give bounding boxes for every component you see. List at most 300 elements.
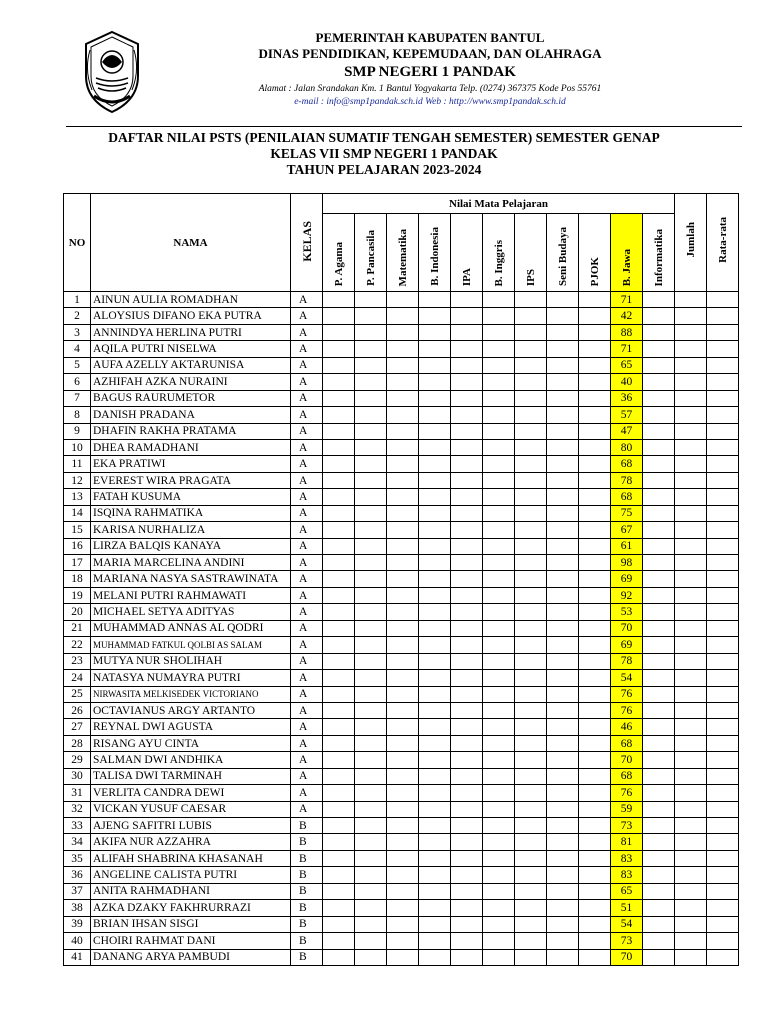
student-name: VERLITA CANDRA DEWI (91, 785, 291, 801)
grade-cell (515, 423, 547, 439)
table-row (64, 555, 739, 571)
table-row (64, 735, 739, 751)
grade-cell (547, 916, 579, 932)
jumlah-cell (675, 374, 707, 390)
grade-cell (579, 357, 611, 373)
row-number: 14 (64, 505, 91, 521)
grade-cell (643, 752, 675, 768)
grade-b-jawa: 46 (611, 719, 643, 735)
header-subject (451, 214, 483, 292)
rata-rata-cell (707, 505, 739, 521)
grade-cell (419, 292, 451, 308)
header-subject (611, 214, 643, 292)
grade-cell (643, 719, 675, 735)
rata-rata-cell (707, 292, 739, 308)
header-subject (643, 214, 675, 292)
grade-cell (579, 587, 611, 603)
grade-cell (643, 407, 675, 423)
grade-cell (387, 850, 419, 866)
student-name: CHOIRI RAHMAT DANI (91, 933, 291, 949)
grade-cell (387, 768, 419, 784)
grade-cell (355, 933, 387, 949)
grade-b-jawa: 70 (611, 949, 643, 965)
student-class: B (291, 949, 323, 965)
grade-cell (419, 620, 451, 636)
grade-cell (451, 390, 483, 406)
grade-b-jawa: 61 (611, 538, 643, 554)
header-jumlah-label: Jumlah (684, 222, 697, 258)
student-class: B (291, 818, 323, 834)
grade-cell (419, 916, 451, 932)
student-class: A (291, 587, 323, 603)
grade-cell (451, 900, 483, 916)
student-class: A (291, 785, 323, 801)
row-number: 20 (64, 604, 91, 620)
grade-cell (483, 702, 515, 718)
jumlah-cell (675, 735, 707, 751)
student-name: KARISA NURHALIZA (91, 522, 291, 538)
grade-b-jawa: 71 (611, 292, 643, 308)
grade-cell (579, 407, 611, 423)
grade-cell (387, 357, 419, 373)
subject-label: Matematika (396, 228, 409, 286)
grade-cell (419, 637, 451, 653)
row-number: 1 (64, 292, 91, 308)
grade-cell (483, 522, 515, 538)
jumlah-cell (675, 702, 707, 718)
grade-cell (579, 341, 611, 357)
row-number: 25 (64, 686, 91, 702)
row-number: 17 (64, 555, 91, 571)
student-class: A (291, 538, 323, 554)
jumlah-cell (675, 867, 707, 883)
grade-cell (515, 933, 547, 949)
grade-b-jawa: 76 (611, 686, 643, 702)
grade-cell (387, 604, 419, 620)
grade-cell (547, 719, 579, 735)
row-number: 13 (64, 489, 91, 505)
grade-cell (451, 653, 483, 669)
student-class: A (291, 357, 323, 373)
student-name: NIRWASITA MELKISEDEK VICTORIANO (91, 686, 291, 702)
jumlah-cell (675, 801, 707, 817)
letterhead (0, 0, 768, 130)
grade-cell (547, 324, 579, 340)
table-row (64, 571, 739, 587)
jumlah-cell (675, 489, 707, 505)
student-class: A (291, 489, 323, 505)
grade-cell (323, 555, 355, 571)
grade-cell (515, 916, 547, 932)
grade-cell (451, 423, 483, 439)
header-subject (483, 214, 515, 292)
student-name: FATAH KUSUMA (91, 489, 291, 505)
grade-cell (483, 571, 515, 587)
student-name: BRIAN IHSAN SISGI (91, 916, 291, 932)
grade-cell (643, 555, 675, 571)
grade-cell (323, 850, 355, 866)
table-row (64, 719, 739, 735)
student-name: SALMAN DWI ANDHIKA (91, 752, 291, 768)
grade-b-jawa: 81 (611, 834, 643, 850)
grade-cell (323, 587, 355, 603)
row-number: 10 (64, 439, 91, 455)
grade-cell (643, 653, 675, 669)
row-number: 41 (64, 949, 91, 965)
table-row (64, 670, 739, 686)
grade-cell (355, 916, 387, 932)
grade-cell (419, 686, 451, 702)
grade-cell (579, 489, 611, 505)
grade-cell (579, 850, 611, 866)
jumlah-cell (675, 522, 707, 538)
grade-cell (483, 324, 515, 340)
grade-cell (483, 637, 515, 653)
grade-cell (483, 834, 515, 850)
grade-cell (419, 390, 451, 406)
student-class: A (291, 555, 323, 571)
grade-cell (547, 834, 579, 850)
grade-cell (355, 752, 387, 768)
grade-cell (515, 456, 547, 472)
grade-cell (579, 472, 611, 488)
row-number: 16 (64, 538, 91, 554)
subject-label: IPA (460, 267, 473, 286)
grade-cell (451, 702, 483, 718)
jumlah-cell (675, 620, 707, 636)
grade-cell (643, 341, 675, 357)
grade-cell (515, 785, 547, 801)
grade-cell (323, 439, 355, 455)
grade-cell (483, 719, 515, 735)
grade-cell (419, 357, 451, 373)
row-number: 33 (64, 818, 91, 834)
grade-cell (387, 735, 419, 751)
grade-cell (579, 423, 611, 439)
grade-b-jawa: 68 (611, 456, 643, 472)
table-row (64, 850, 739, 866)
row-number: 40 (64, 933, 91, 949)
grade-cell (483, 900, 515, 916)
row-number: 12 (64, 472, 91, 488)
department-name: DINAS PENDIDIKAN, KEPEMUDAAN, DAN OLAHRAGA (258, 46, 602, 61)
grade-cell (579, 834, 611, 850)
grade-cell (323, 637, 355, 653)
table-row (64, 423, 739, 439)
grade-cell (579, 456, 611, 472)
grade-cell (355, 587, 387, 603)
grade-cell (579, 555, 611, 571)
grade-cell (419, 308, 451, 324)
grade-cell (643, 850, 675, 866)
grade-cell (419, 407, 451, 423)
document-title (0, 130, 768, 178)
grade-b-jawa: 68 (611, 735, 643, 751)
grade-cell (643, 423, 675, 439)
jumlah-cell (675, 423, 707, 439)
grade-cell (643, 768, 675, 784)
grade-cell (579, 374, 611, 390)
student-name: ANITA RAHMADHANI (91, 883, 291, 899)
grade-cell (451, 472, 483, 488)
jumlah-cell (675, 555, 707, 571)
student-name: AZKA DZAKY FAKHRURRAZI (91, 900, 291, 916)
grade-cell (547, 604, 579, 620)
grade-cell (387, 752, 419, 768)
grade-cell (483, 390, 515, 406)
grade-cell (547, 456, 579, 472)
rata-rata-cell (707, 390, 739, 406)
grade-b-jawa: 70 (611, 752, 643, 768)
grade-cell (387, 374, 419, 390)
table-row (64, 341, 739, 357)
grade-cell (451, 538, 483, 554)
grade-cell (419, 752, 451, 768)
grade-cell (643, 867, 675, 883)
grade-cell (547, 933, 579, 949)
rata-rata-cell (707, 735, 739, 751)
student-name: LIRZA BALQIS KANAYA (91, 538, 291, 554)
grade-cell (579, 801, 611, 817)
grade-cell (451, 637, 483, 653)
student-name: REYNAL DWI AGUSTA (91, 719, 291, 735)
row-number: 37 (64, 883, 91, 899)
grade-cell (547, 407, 579, 423)
grade-cell (547, 883, 579, 899)
jumlah-cell (675, 949, 707, 965)
subject-label: B. Jawa (620, 248, 633, 286)
grade-cell (355, 735, 387, 751)
student-name: MELANI PUTRI RAHMAWATI (91, 587, 291, 603)
rata-rata-cell (707, 752, 739, 768)
header-subject (579, 214, 611, 292)
grade-cell (483, 308, 515, 324)
table-row (64, 768, 739, 784)
grade-cell (355, 883, 387, 899)
rata-rata-cell (707, 357, 739, 373)
grade-cell (419, 850, 451, 866)
grade-cell (515, 439, 547, 455)
grade-cell (387, 801, 419, 817)
row-number: 9 (64, 423, 91, 439)
grade-cell (547, 768, 579, 784)
grade-cell (451, 571, 483, 587)
grade-cell (387, 456, 419, 472)
student-name: MUHAMMAD FATKUL QOLBI AS SALAM (91, 637, 291, 653)
student-class: A (291, 604, 323, 620)
grade-cell (323, 522, 355, 538)
grade-cell (643, 292, 675, 308)
grade-cell (515, 834, 547, 850)
table-row (64, 324, 739, 340)
rata-rata-cell (707, 867, 739, 883)
grade-cell (643, 374, 675, 390)
grade-cell (515, 571, 547, 587)
rata-rata-cell (707, 785, 739, 801)
grade-cell (419, 768, 451, 784)
row-number: 6 (64, 374, 91, 390)
grade-cell (323, 456, 355, 472)
table-row (64, 456, 739, 472)
grade-cell (515, 324, 547, 340)
grade-cell (419, 719, 451, 735)
grade-cell (483, 489, 515, 505)
header-nama: NAMA (91, 194, 291, 292)
grade-cell (419, 883, 451, 899)
grade-cell (355, 308, 387, 324)
grade-cell (419, 801, 451, 817)
grade-cell (643, 308, 675, 324)
student-class: B (291, 850, 323, 866)
grade-cell (355, 604, 387, 620)
student-name: MICHAEL SETYA ADITYAS (91, 604, 291, 620)
grade-cell (483, 818, 515, 834)
grade-cell (515, 768, 547, 784)
grade-cell (419, 341, 451, 357)
grade-cell (323, 702, 355, 718)
jumlah-cell (675, 587, 707, 603)
grade-cell (387, 571, 419, 587)
jumlah-cell (675, 390, 707, 406)
grade-cell (419, 653, 451, 669)
table-row (64, 653, 739, 669)
grade-cell (355, 555, 387, 571)
grade-cell (547, 620, 579, 636)
row-number: 39 (64, 916, 91, 932)
rata-rata-cell (707, 489, 739, 505)
grade-cell (451, 818, 483, 834)
grade-cell (419, 571, 451, 587)
grade-cell (579, 653, 611, 669)
table-row (64, 883, 739, 899)
grade-cell (515, 752, 547, 768)
grade-cell (515, 686, 547, 702)
grade-cell (643, 801, 675, 817)
grade-b-jawa: 78 (611, 472, 643, 488)
grade-cell (387, 489, 419, 505)
grade-cell (483, 801, 515, 817)
grade-cell (451, 867, 483, 883)
table-row (64, 439, 739, 455)
student-name: OCTAVIANUS ARGY ARTANTO (91, 702, 291, 718)
grade-cell (515, 555, 547, 571)
grade-cell (515, 867, 547, 883)
grade-cell (451, 933, 483, 949)
rata-rata-cell (707, 916, 739, 932)
row-number: 38 (64, 900, 91, 916)
grade-cell (483, 472, 515, 488)
grade-b-jawa: 59 (611, 801, 643, 817)
grade-cell (643, 834, 675, 850)
row-number: 36 (64, 867, 91, 883)
grade-cell (643, 489, 675, 505)
grade-cell (451, 719, 483, 735)
header-rata-rata (707, 194, 739, 292)
grade-cell (355, 522, 387, 538)
grade-cell (483, 292, 515, 308)
grade-cell (547, 653, 579, 669)
rata-rata-cell (707, 637, 739, 653)
grade-cell (579, 604, 611, 620)
subject-label: Seni Budaya (556, 227, 569, 286)
grade-cell (323, 489, 355, 505)
student-name: DANANG ARYA PAMBUDI (91, 949, 291, 965)
grade-b-jawa: 57 (611, 407, 643, 423)
grade-cell (515, 818, 547, 834)
row-number: 29 (64, 752, 91, 768)
grade-cell (579, 867, 611, 883)
grade-cell (483, 538, 515, 554)
rata-rata-cell (707, 719, 739, 735)
grade-cell (355, 653, 387, 669)
grade-cell (355, 390, 387, 406)
rata-rata-cell (707, 522, 739, 538)
grade-cell (643, 686, 675, 702)
grade-b-jawa: 76 (611, 702, 643, 718)
jumlah-cell (675, 637, 707, 653)
grade-b-jawa: 92 (611, 587, 643, 603)
grade-cell (483, 850, 515, 866)
grade-cell (483, 357, 515, 373)
table-row (64, 702, 739, 718)
grade-cell (387, 785, 419, 801)
grade-cell (387, 620, 419, 636)
grade-cell (515, 735, 547, 751)
rata-rata-cell (707, 686, 739, 702)
grade-cell (451, 505, 483, 521)
grade-cell (483, 670, 515, 686)
grade-cell (355, 867, 387, 883)
grade-cell (643, 785, 675, 801)
table-row (64, 752, 739, 768)
grade-cell (451, 341, 483, 357)
jumlah-cell (675, 324, 707, 340)
grade-cell (483, 785, 515, 801)
grade-cell (451, 587, 483, 603)
grade-cell (579, 324, 611, 340)
grade-cell (643, 390, 675, 406)
grade-cell (515, 801, 547, 817)
grade-cell (387, 292, 419, 308)
jumlah-cell (675, 785, 707, 801)
rata-rata-cell (707, 456, 739, 472)
grade-cell (483, 752, 515, 768)
grade-cell (451, 456, 483, 472)
grade-cell (515, 587, 547, 603)
grade-cell (515, 900, 547, 916)
grade-cell (643, 670, 675, 686)
student-name: ANNINDYA HERLINA PUTRI (91, 324, 291, 340)
grade-cell (419, 785, 451, 801)
grade-cell (547, 900, 579, 916)
table-row (64, 637, 739, 653)
row-number: 3 (64, 324, 91, 340)
row-number: 11 (64, 456, 91, 472)
grade-b-jawa: 68 (611, 489, 643, 505)
grade-cell (323, 423, 355, 439)
grade-cell (579, 900, 611, 916)
grade-cell (483, 555, 515, 571)
grade-b-jawa: 51 (611, 900, 643, 916)
grade-b-jawa: 40 (611, 374, 643, 390)
student-class: B (291, 933, 323, 949)
student-name: AINUN AULIA ROMADHAN (91, 292, 291, 308)
grade-cell (515, 850, 547, 866)
grade-cell (547, 587, 579, 603)
jumlah-cell (675, 916, 707, 932)
grade-cell (355, 686, 387, 702)
grade-cell (451, 324, 483, 340)
